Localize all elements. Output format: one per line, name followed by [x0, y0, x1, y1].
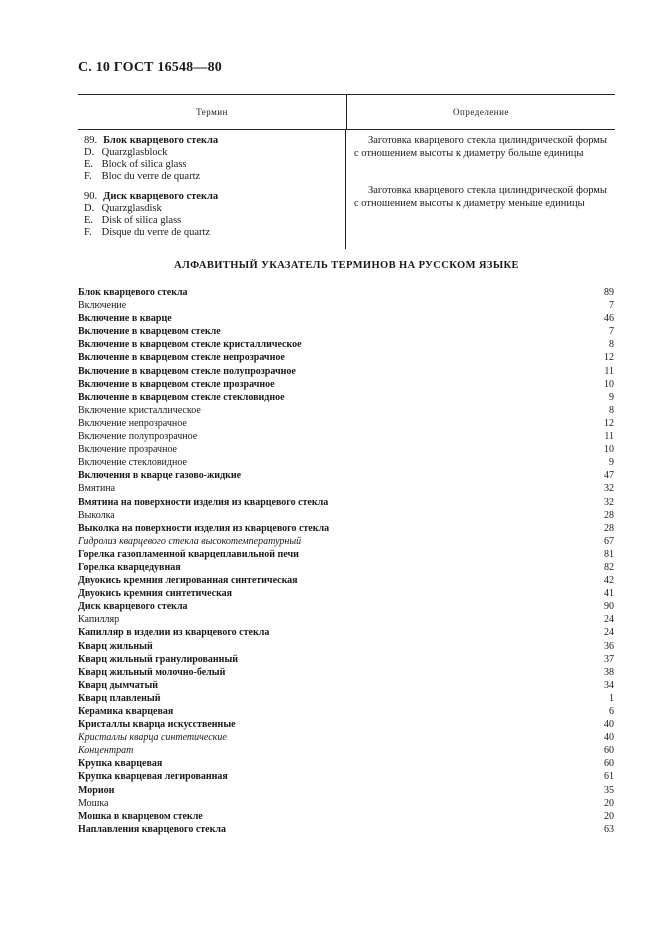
index-term-number: 61: [604, 771, 614, 783]
index-entry: [78, 784, 614, 797]
index-entry: [78, 378, 614, 391]
index-term: Включение в кварце: [78, 313, 172, 325]
index-term: Включение кристаллическое: [78, 404, 201, 416]
index-term-number: 28: [604, 522, 614, 534]
index-term: Диск кварцевого стекла: [78, 601, 188, 613]
alphabetical-index: [78, 286, 614, 836]
index-term: Включение в кварцевом стекле: [78, 326, 221, 338]
page-header: С. 10 ГОСТ 16548—80: [78, 60, 222, 75]
index-entry: [78, 770, 614, 783]
index-term: Кристаллы кварца искусственные: [78, 719, 236, 731]
language-code: E.: [84, 159, 94, 170]
term-number: 89.: [84, 135, 98, 146]
index-term: Кварц плавленый: [78, 692, 161, 704]
index-term-number: 34: [604, 679, 614, 691]
index-term-number: 12: [604, 352, 614, 364]
index-term-number: 60: [604, 758, 614, 770]
index-entry: [78, 679, 614, 692]
index-term-number: 8: [609, 339, 614, 351]
index-entry: [78, 509, 614, 522]
foreign-equivalent: [84, 159, 345, 171]
index-term: Включения в кварце газово-жидкие: [78, 470, 242, 482]
index-term-number: 60: [604, 745, 614, 757]
index-term-number: 89: [604, 287, 614, 298]
index-term-number: 41: [604, 588, 614, 600]
index-term: Включение прозрачное: [78, 444, 177, 456]
index-entry: [78, 823, 614, 836]
index-title: АЛФАВИТНЫЙ УКАЗАТЕЛЬ ТЕРМИНОВ НА РУССКОМ ЯЗЫКЕ: [174, 260, 519, 271]
index-term: Выколка на поверхности изделия из кварцевого стекла: [78, 522, 330, 534]
index-entry: [78, 731, 614, 744]
index-entry: [78, 351, 614, 364]
index-term-number: 81: [604, 548, 614, 560]
index-term-number: 1: [609, 692, 614, 704]
language-code: D.: [84, 147, 95, 158]
index-entry: [78, 325, 614, 338]
index-entry: [78, 338, 614, 351]
index-entry: [78, 404, 614, 417]
language-code: E.: [84, 215, 94, 226]
index-term-number: 37: [604, 653, 614, 665]
foreign-equivalent: [84, 171, 345, 183]
index-entry: [78, 718, 614, 731]
index-entry: [78, 744, 614, 757]
index-term: Мошка: [78, 797, 109, 809]
index-entry: [78, 757, 614, 770]
index-entry: [78, 810, 614, 823]
index-term-number: 40: [604, 719, 614, 731]
index-entry: [78, 613, 614, 626]
index-term-number: 67: [604, 535, 614, 547]
index-term: Включение полупрозрачное: [78, 431, 198, 443]
index-term: Вмятина на поверхности изделия из кварцевого стекла: [78, 496, 329, 508]
definition-text: Заготовка кварцевого стекла цилиндрической формы с отношением высоты к диаметру меньше единицы: [354, 185, 607, 209]
index-entry: [78, 417, 614, 430]
language-code: F.: [84, 171, 92, 182]
foreign-equivalent: [84, 227, 345, 239]
index-term-number: 42: [604, 575, 614, 587]
foreign-term: Disk of silica glass: [101, 215, 182, 226]
foreign-term: Quarzglasblock: [101, 147, 168, 158]
index-entry: [78, 312, 614, 325]
term-entry: [84, 135, 345, 183]
index-term: Морион: [78, 784, 115, 796]
index-term: Кварц жильный: [78, 640, 153, 652]
index-entry: [78, 430, 614, 443]
index-term-number: 82: [604, 561, 614, 573]
foreign-term: Bloc du verre de quartz: [101, 171, 201, 182]
index-term: Выколка: [78, 509, 115, 521]
index-entry: [78, 797, 614, 810]
index-term: Блок кварцевого стекла: [78, 287, 188, 298]
index-entry: [78, 469, 614, 482]
index-entry: [78, 587, 614, 600]
index-entry: [78, 626, 614, 639]
index-term-number: 9: [609, 391, 614, 403]
index-term: Включение в кварцевом стекле непрозрачное: [78, 352, 285, 364]
index-entry: [78, 561, 614, 574]
index-term-number: 36: [604, 640, 614, 652]
index-term: Включение в кварцевом стекле стекловидное: [78, 391, 285, 403]
index-entry: [78, 299, 614, 312]
index-term-number: 11: [604, 365, 614, 377]
index-entry: [78, 574, 614, 587]
term-heading: [84, 135, 345, 147]
index-term: Крупка кварцевая легированная: [78, 771, 228, 783]
foreign-equivalent: [84, 203, 345, 215]
foreign-term: Disque du verre de quartz: [101, 227, 211, 238]
index-term-number: 7: [609, 326, 614, 338]
index-term: Капилляр в изделии из кварцевого стекла: [78, 627, 270, 639]
term-heading: [84, 191, 345, 203]
index-entry: [78, 705, 614, 718]
index-term: Горелка газопламенной кварцеплавильной печи: [78, 548, 299, 560]
language-code: F.: [84, 227, 92, 238]
term-name: Блок кварцевого стекла: [103, 135, 219, 146]
index-term: Кварц жильный гранулированный: [78, 653, 239, 665]
index-term: Вмятина: [78, 483, 116, 495]
index-term: Кварц жильный молочно-белый: [78, 666, 226, 678]
index-term-number: 35: [604, 784, 614, 796]
index-term-number: 24: [604, 627, 614, 639]
term-name: Диск кварцевого стекла: [103, 191, 219, 202]
index-term-number: 46: [604, 313, 614, 325]
index-term-number: 12: [604, 417, 614, 429]
index-term-number: 90: [604, 601, 614, 613]
index-term: Капилляр: [78, 614, 120, 626]
table-header: [78, 95, 615, 130]
index-term-number: 32: [604, 496, 614, 508]
index-term-number: 7: [609, 300, 614, 312]
index-term: Включение в кварцевом стекле кристаллическое: [78, 339, 302, 351]
index-entry: [78, 548, 614, 561]
index-entry: [78, 482, 614, 495]
index-entry: [78, 653, 614, 666]
index-entry: [78, 391, 614, 404]
term-number: 90.: [84, 191, 98, 202]
term-entry: [84, 191, 345, 239]
index-entry: [78, 522, 614, 535]
index-term-number: 63: [604, 823, 614, 835]
foreign-term: Block of silica glass: [101, 159, 187, 170]
foreign-equivalent: [84, 215, 345, 227]
terms-definitions-table: [78, 94, 615, 249]
index-term: Включение стекловидное: [78, 457, 187, 469]
index-entry: [78, 286, 614, 299]
index-term-number: 20: [604, 810, 614, 822]
index-term: Включение: [78, 300, 127, 312]
definition-text: Заготовка кварцевого стекла цилиндрической формы с отношением высоты к диаметру больше единицы: [354, 135, 607, 159]
index-term: Мошка в кварцевом стекле: [78, 810, 203, 822]
foreign-equivalent: [84, 147, 345, 159]
table-body: [78, 130, 615, 249]
terms-column: [78, 130, 346, 249]
index-term: Кварц дымчатый: [78, 679, 159, 691]
index-term: Включение в кварцевом стекле прозрачное: [78, 378, 275, 390]
index-entry: [78, 692, 614, 705]
index-term-number: 11: [604, 431, 614, 443]
index-entry: [78, 443, 614, 456]
index-term-number: 32: [604, 483, 614, 495]
index-term: Включение в кварцевом стекле полупрозрачное: [78, 365, 296, 377]
index-term: Кристаллы кварца синтетические: [78, 732, 227, 744]
index-term-number: 20: [604, 797, 614, 809]
foreign-term: Quarzglasdisk: [101, 203, 162, 214]
index-entry: [78, 640, 614, 653]
index-term: Концентрат: [78, 745, 134, 757]
index-term-number: 6: [609, 706, 614, 717]
index-term-number: 38: [604, 666, 614, 678]
language-code: D.: [84, 203, 95, 214]
definitions-column: [346, 130, 615, 249]
index-term-number: 10: [604, 378, 614, 390]
index-term: Керамика кварцевая: [78, 706, 174, 717]
index-entry: [78, 666, 614, 679]
index-term-number: 9: [609, 457, 614, 469]
index-entry: [78, 365, 614, 378]
column-header-term: Термин: [78, 95, 347, 129]
index-term: Наплавления кварцевого стекла: [78, 823, 226, 835]
index-term-number: 47: [604, 470, 614, 482]
column-header-definition: Определение: [453, 107, 509, 117]
index-entry: [78, 600, 614, 613]
index-term: Крупка кварцевая: [78, 758, 163, 770]
index-term: Горелка кварцедувная: [78, 561, 181, 573]
index-term-number: 28: [604, 509, 614, 521]
index-term-number: 8: [609, 404, 614, 416]
index-entry: [78, 496, 614, 509]
index-entry: [78, 456, 614, 469]
index-term: Включение непрозрачное: [78, 417, 187, 429]
index-term: Двуокись кремния легированная синтетическая: [78, 575, 298, 587]
index-term-number: 40: [604, 732, 614, 744]
index-term-number: 24: [604, 614, 614, 626]
index-term: Гидролиз кварцевого стекла высокотемпературный: [78, 535, 302, 547]
index-term: Двуокись кремния синтетическая: [78, 588, 233, 600]
index-entry: [78, 535, 614, 548]
index-term-number: 10: [604, 444, 614, 456]
